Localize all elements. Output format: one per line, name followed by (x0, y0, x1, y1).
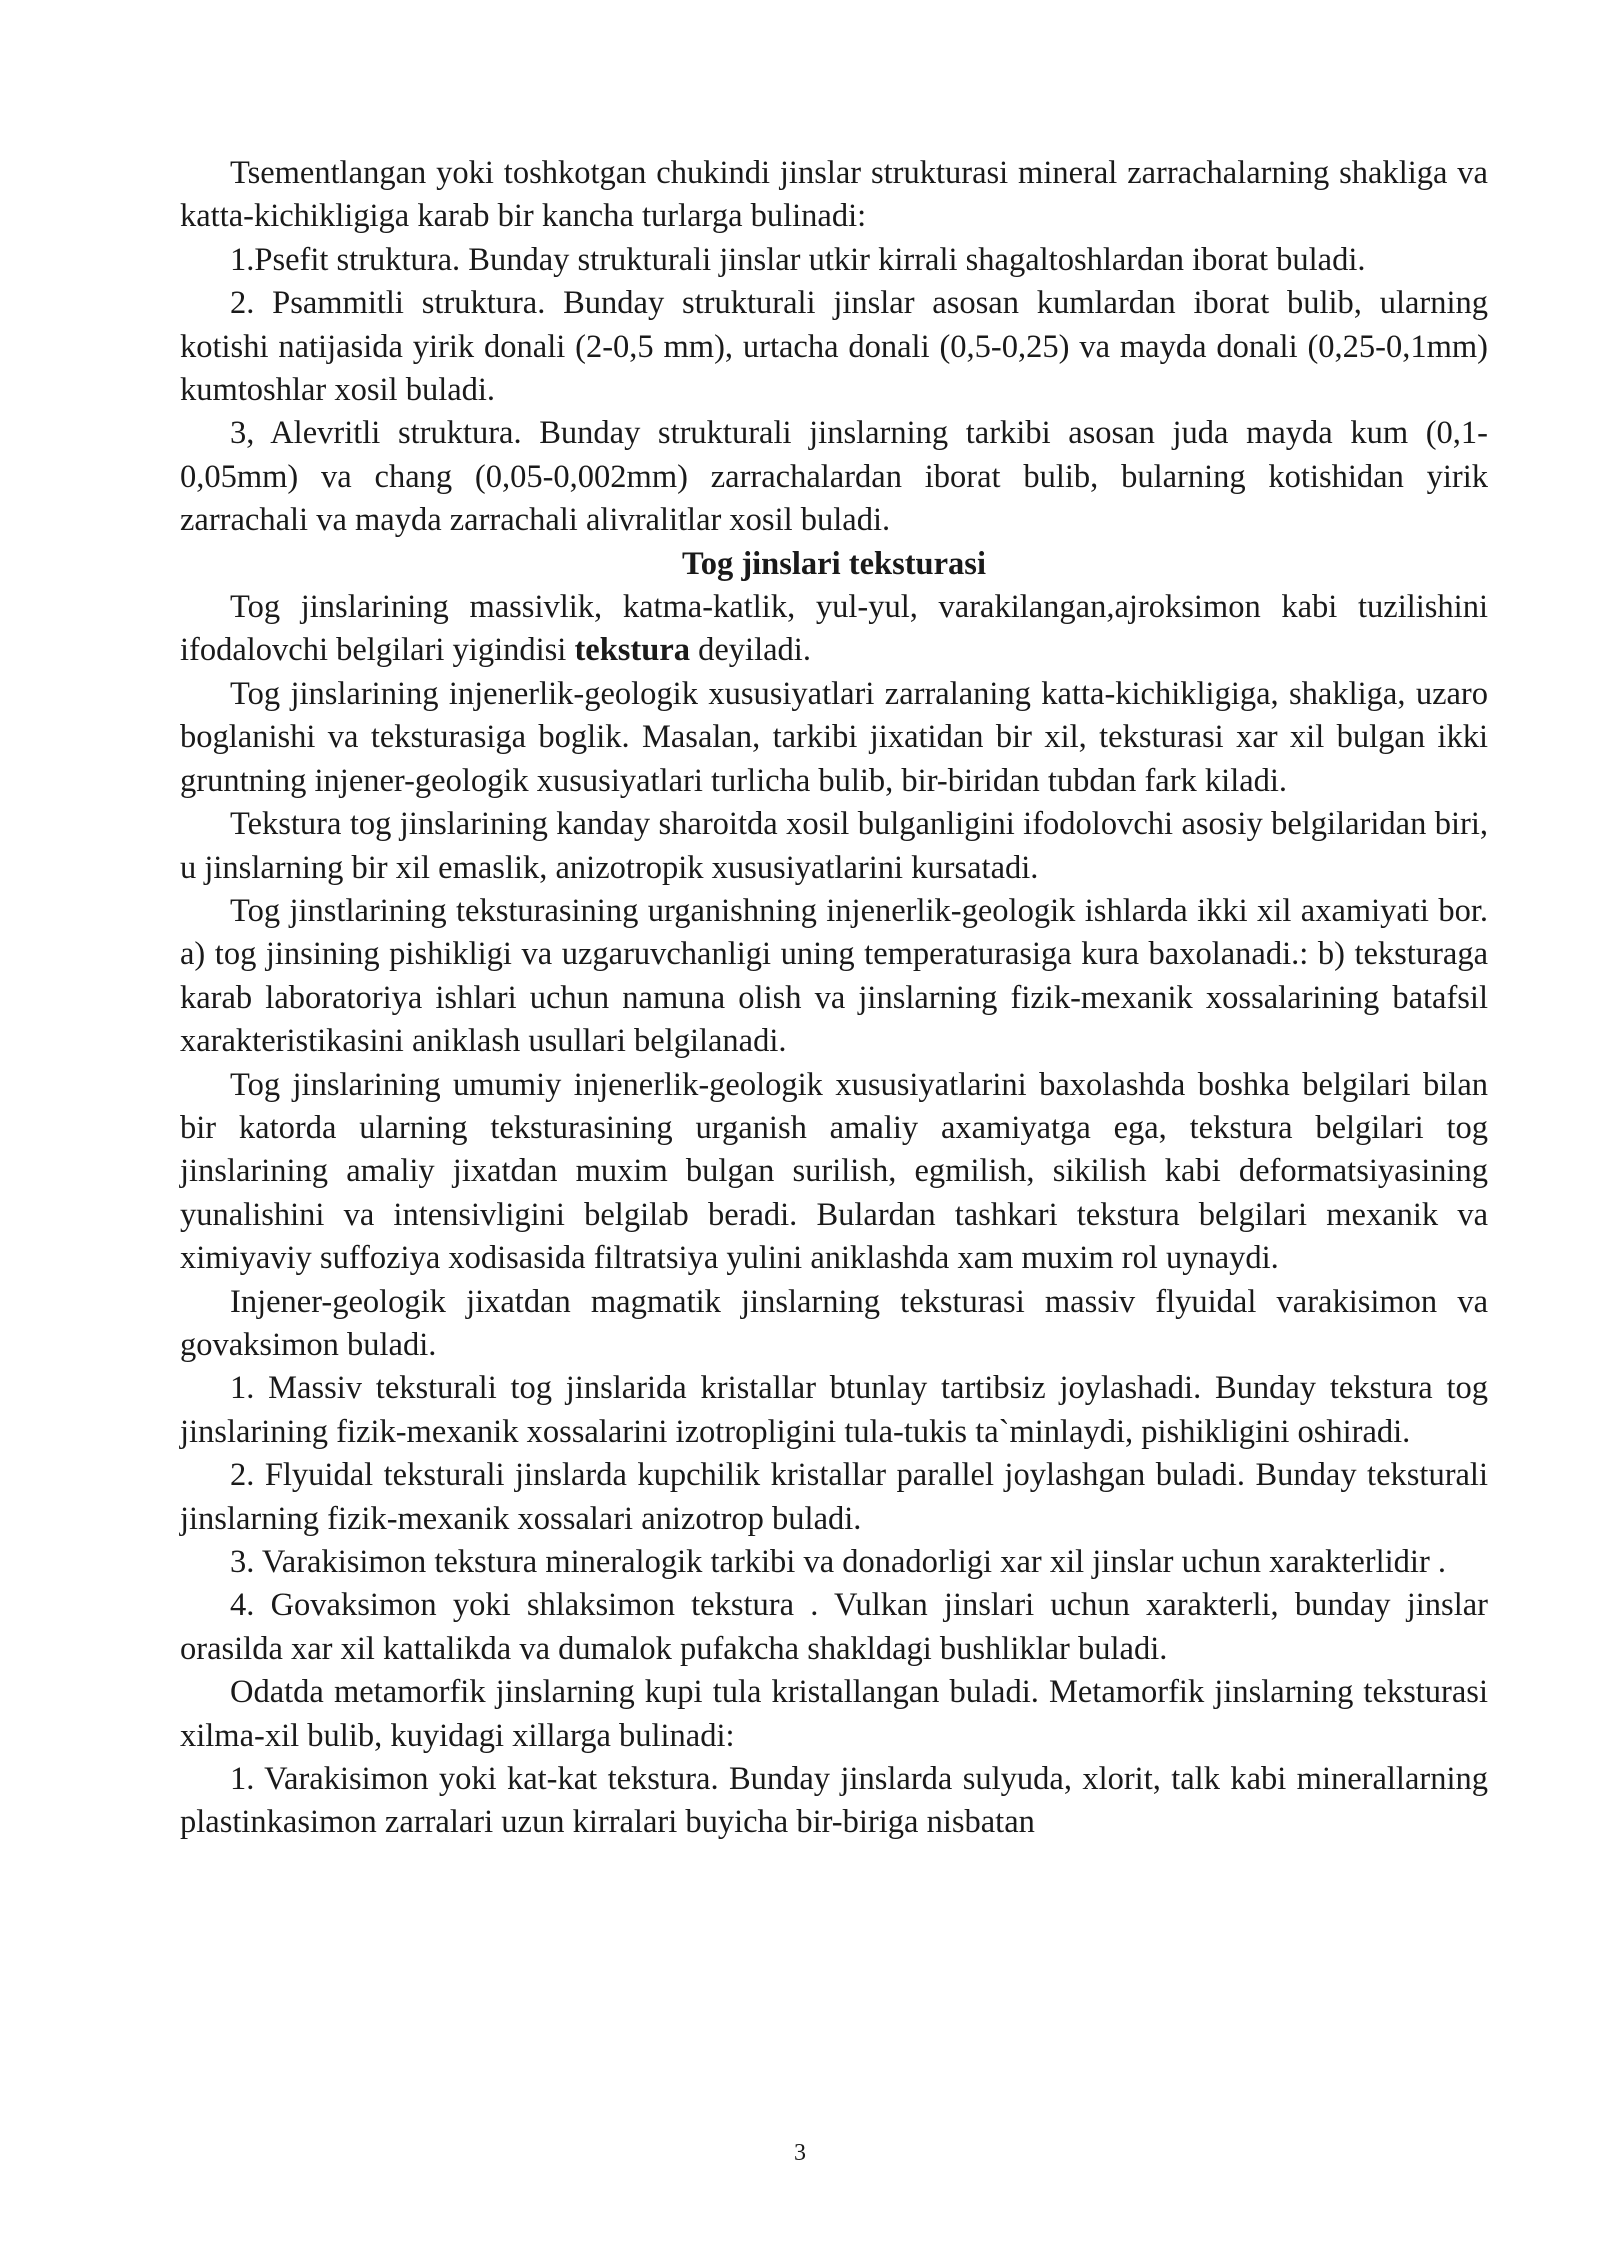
paragraph-psefit-structure: 1.Psefit struktura. Bunday strukturali jinslar utkir kirrali shagaltoshlardan iborat buladi. (230, 241, 1366, 278)
paragraph-vesicular-texture: 4. Govaksimon yoki shlaksimon tekstura . Vulkan jinslari uchun xarakterli, bunday jinslar orasilda xar xil kattalikda va dumalok pufakcha shakldagi bushliklar buladi. (180, 1587, 1488, 1667)
paragraph-metamorphic-textures: Odatda metamorfik jinslarning kupi tula kristallangan buladi. Metamorfik jinslarning teksturasi xilma-xil bulib, kuyidagi xillarga bulinadi: (180, 1674, 1488, 1754)
paragraph-texture-assessment: Tog jinslarining umumiy injenerlik-geologik xususiyatlarini baxolashda boshka belgilari bilan bir katorda ularning teksturasining urganish amaliy axamiyatga ega, tekstura belgilari tog jinslarining amaliy jixatdan muxim bulgan surilish, egmilish, sikilish kabi deformatsiyasining yunalishini va intensivligini belgilab beradi. Bulardan tashkari tekstura belgilari mexanik va ximiyaviy suffoziya xodisasida filtratsiya yulini aniklashda xam muxim rol uynaydi. (180, 1066, 1488, 1277)
document-page (180, 152, 1488, 1845)
page-number: 3 (794, 2140, 806, 2166)
paragraph-schistose-texture: 3. Varakisimon tekstura mineralogik tarkibi va donadorligi xar xil jinslar uchun xarakterlidir . (230, 1544, 1447, 1580)
paragraph-texture-indicator: Tekstura tog jinslarining kanday sharoitda xosil bulganligini ifodolovchi asosiy belgilaridan biri, u jinslarning bir xil emaslik, anizotropik xususiyatlarini kursatadi. (180, 806, 1488, 886)
paragraph-layered-texture: 1. Varakisimon yoki kat-kat tekstura. Bunday jinslarda sulyuda, xlorit, talk kabi minerallarning plastinkasimon zarralari uzun kirralari buyicha bir-biriga nisbatan (180, 1761, 1488, 1841)
paragraph-magmatic-textures: Injener-geologik jixatdan magmatik jinslarning teksturasi massiv flyuidal varakisimon va govaksimon buladi. (180, 1283, 1488, 1363)
paragraph-texture-definition (180, 586, 1488, 673)
texture-definition-text-before: Tog jinslarining massivlik, katma-katlik, yul-yul, varakilangan,ajroksimon kabi tuzilishini ifodalovchi belgilari yigindisi (180, 589, 1488, 669)
texture-definition-text-after: deyiladi. (690, 632, 811, 669)
paragraph-cemented-rocks: Tsementlangan yoki toshkotgan chukindi jinslar strukturasi mineral zarrachalarning shakliga va katta-kichikligiga karab bir kancha turlarga bulinadi: (180, 155, 1488, 235)
paragraph-massive-texture: 1. Massiv teksturali tog jinslarida kristallar btunlay tartibsiz joylashadi. Bunday tekstura tog jinslarining fizik-mexanik xossalarini izotropligini tula-tukis ta`minlaydi, pishikligini oshiradi. (180, 1370, 1488, 1450)
paragraph-fluidal-texture: 2. Flyuidal teksturali jinslarda kupchilik kristallar parallel joylashgan buladi. Bunday teksturali jinslarning fizik-mexanik xossalari anizotrop buladi. (180, 1457, 1488, 1537)
paragraph-texture-importance: Tog jinstlarining teksturasining urganishning injenerlik-geologik ishlarda ikki xil axamiyati bor. a) tog jinsining pishikligi va uzgaruvchanligi uning temperaturasiga kura baxolanadi.: b) teksturaga karab laboratoriya ishlari uchun namuna olish va jinslarning fizik-mexanik xossalarining batafsil xarakteristikasini aniklash usullari belgilanadi. (180, 892, 1488, 1060)
section-heading-texture: Tog jinslari teksturasi (682, 545, 986, 582)
paragraph-engineering-properties: Tog jinslarining injenerlik-geologik xususiyatlari zarralaning katta-kichikligiga, shakliga, uzaro boglanishi va teksturasiga boglik. Masalan, tarkibi jixatidan bir xil, teksturasi xar xil bulgan ikki gruntning injener-geologik xususiyatlari turlicha bulib, bir-biridan tubdan fark kiladi. (180, 675, 1488, 799)
paragraph-aleuritic-structure: 3, Alevritli struktura. Bunday strukturali jinslarning tarkibi asosan juda mayda kum (0,1-0,05mm) va chang (0,05-0,002mm) zarrachalardan iborat bulib, bularning kotishidan yirik zarrachali va mayda zarrachali alivralitlar xosil buladi. (180, 415, 1488, 539)
texture-term-bold: tekstura (574, 632, 690, 669)
paragraph-psammitic-structure: 2. Psammitli struktura. Bunday strukturali jinslar asosan kumlardan iborat bulib, ularning kotishi natijasida yirik donali (2-0,5 mm), urtacha donali (0,5-0,25) va mayda donali (0,25-0,1mm) kumtoshlar xosil buladi. (180, 285, 1488, 409)
